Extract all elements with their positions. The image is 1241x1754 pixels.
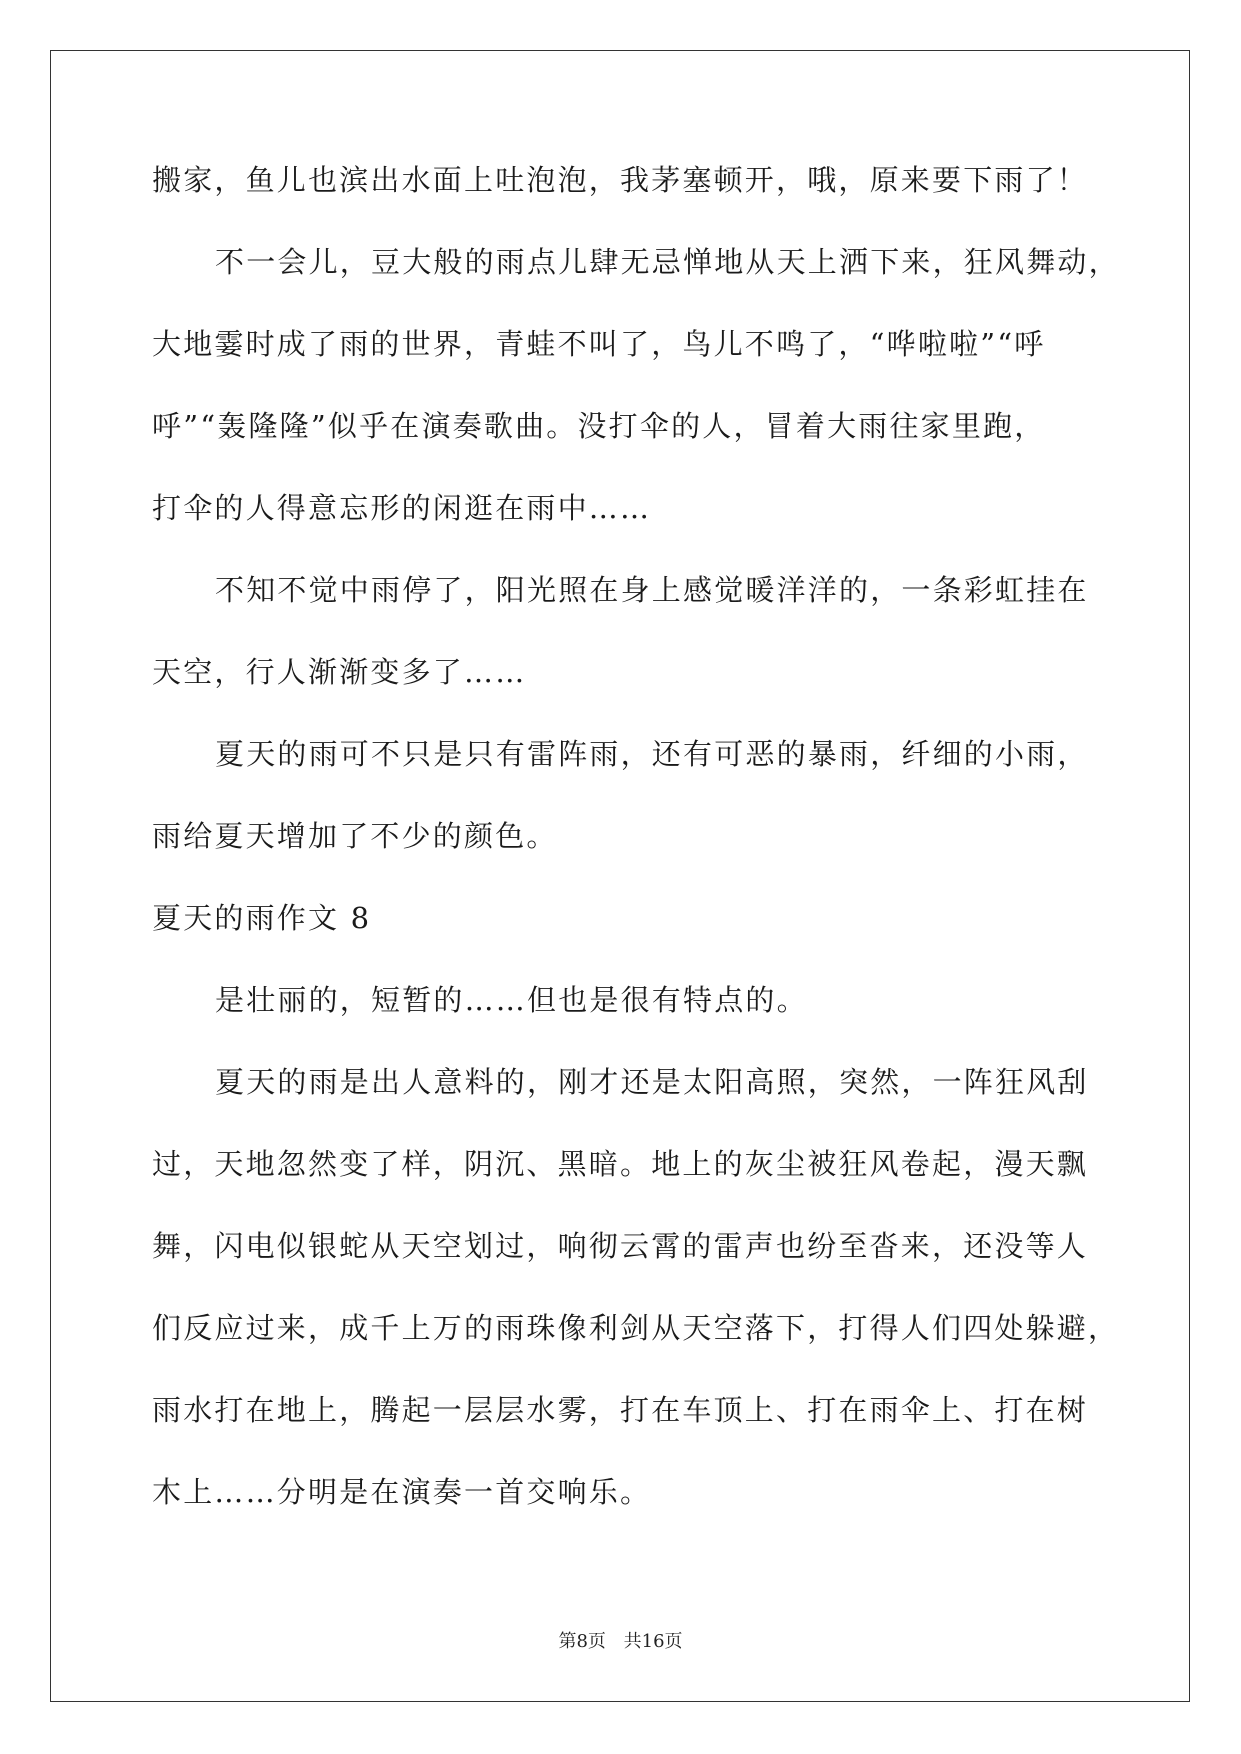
text-line-8: 夏天的雨可不只是只有雷阵雨，还有可恶的暴雨，纤细的小雨， [215, 737, 1089, 771]
text-line-3: 大地霎时成了雨的世界，青蛙不叫了，鸟儿不鸣了，“哗啦啦”“呼 [152, 327, 1046, 361]
page-total: 共16页 [623, 1631, 683, 1652]
text-line-17: 木上……分明是在演奏一首交响乐。 [152, 1475, 652, 1509]
text-line-14: 舞，闪电似银蛇从天空划过，响彻云霄的雷声也纷至沓来，还没等人 [152, 1229, 1089, 1263]
text-line-15: 们反应过来，成千上万的雨珠像利剑从天空落下，打得人们四处躲避， [152, 1311, 1120, 1345]
document-body [152, 162, 1120, 1556]
text-line-7: 天空，行人渐渐变多了…… [152, 655, 527, 689]
text-line-1: 搬家，鱼儿也滨出水面上吐泡泡，我茅塞顿开，哦，原来要下雨了！ [152, 163, 1089, 197]
text-line-11: 是壮丽的，短暂的……但也是很有特点的。 [215, 983, 808, 1017]
section-heading: 夏天的雨作文 8 [152, 901, 372, 935]
text-line-16: 雨水打在地上，腾起一层层水雾，打在车顶上、打在雨伞上、打在树 [152, 1393, 1089, 1427]
text-line-9: 雨给夏天增加了不少的颜色。 [152, 819, 558, 853]
text-line-6: 不知不觉中雨停了，阳光照在身上感觉暖洋洋的，一条彩虹挂在 [215, 573, 1089, 607]
text-line-2: 不一会儿，豆大般的雨点儿肆无忌惮地从天上洒下来，狂风舞动， [215, 245, 1120, 279]
page-footer [0, 1627, 1241, 1653]
text-line-5: 打伞的人得意忘形的闲逛在雨中…… [152, 491, 652, 525]
text-line-13: 过，天地忽然变了样，阴沉、黑暗。地上的灰尘被狂风卷起，漫天飘 [152, 1147, 1089, 1181]
text-line-12: 夏天的雨是出人意料的，刚才还是太阳高照，突然，一阵狂风刮 [215, 1065, 1089, 1099]
page-number: 第8页 [558, 1631, 606, 1652]
text-line-4: 呼”“轰隆隆”似乎在演奏歌曲。没打伞的人，冒着大雨往家里跑， [152, 409, 1046, 443]
